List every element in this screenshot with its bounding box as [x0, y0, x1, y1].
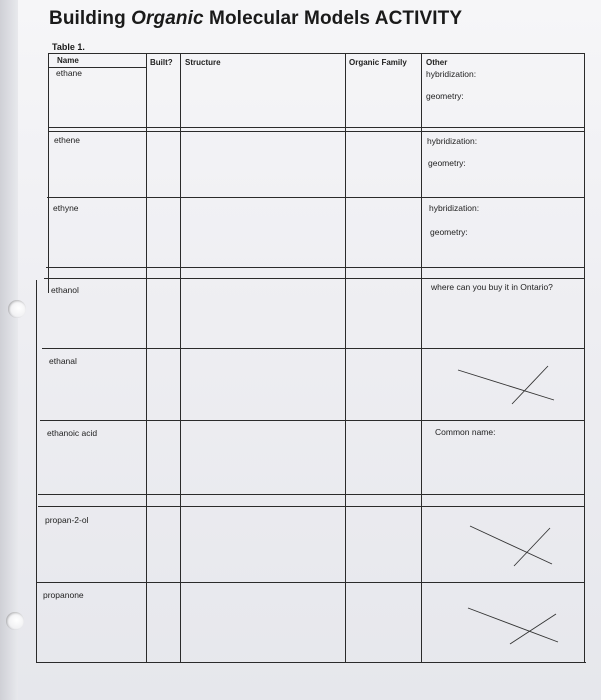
header-organic-family: Organic Family	[349, 58, 407, 67]
row-name-propanone: propanone	[43, 590, 84, 600]
cross-out-mark	[466, 604, 562, 648]
table-caption: Table 1.	[52, 42, 85, 52]
ethene-geometry-label: geometry:	[428, 158, 466, 168]
header-other: Other	[426, 58, 448, 67]
row-name-ethanal: ethanal	[49, 356, 77, 366]
row-divider	[48, 131, 584, 132]
table-border-left-upper	[48, 53, 49, 293]
ethanoic-acid-common-name-label: Common name:	[435, 427, 496, 437]
header-name: Name	[57, 56, 79, 65]
header-structure: Structure	[185, 58, 221, 67]
ethane-geometry-label: geometry:	[426, 91, 464, 101]
row-name-ethane: ethane	[56, 68, 82, 78]
row-name-ethene: ethene	[54, 135, 80, 145]
row-divider	[47, 197, 584, 198]
ethene-hybridization-label: hybridization:	[427, 136, 478, 146]
cross-out-mark	[454, 364, 558, 406]
row-divider	[48, 127, 584, 128]
page-edge-shadow	[0, 0, 18, 700]
ethanol-ontario-question: where can you buy it in Ontario?	[431, 282, 553, 292]
row-divider	[44, 278, 584, 279]
table-border-left-lower	[36, 280, 37, 663]
page-title: Building Organic Molecular Models ACTIVITY	[49, 8, 463, 29]
row-name-propan-2-ol: propan-2-ol	[45, 515, 89, 525]
column-divider-other	[421, 53, 422, 663]
row-name-ethyne: ethyne	[53, 203, 79, 213]
table-border-top	[48, 53, 584, 54]
row-divider	[46, 267, 584, 268]
row-name-ethanol: ethanol	[51, 285, 79, 295]
punch-hole	[8, 300, 26, 318]
ethyne-hybridization-label: hybridization:	[429, 203, 480, 213]
column-divider-structure	[180, 53, 181, 663]
row-divider	[36, 582, 584, 583]
title-italic-word: Organic	[131, 8, 204, 29]
table-border-bottom	[36, 662, 586, 663]
row-divider	[42, 348, 584, 349]
row-divider	[40, 420, 584, 421]
ethyne-geometry-label: geometry:	[430, 227, 468, 237]
table-border-right	[584, 53, 585, 663]
row-divider	[38, 506, 584, 507]
punch-hole	[6, 612, 24, 630]
row-name-ethanoic-acid: ethanoic acid	[47, 428, 98, 438]
column-divider-built	[146, 53, 147, 663]
row-divider	[38, 494, 584, 495]
header-built: Built?	[150, 58, 173, 67]
column-divider-family	[345, 53, 346, 663]
cross-out-mark	[466, 522, 556, 570]
ethane-hybridization-label: hybridization:	[426, 69, 477, 79]
